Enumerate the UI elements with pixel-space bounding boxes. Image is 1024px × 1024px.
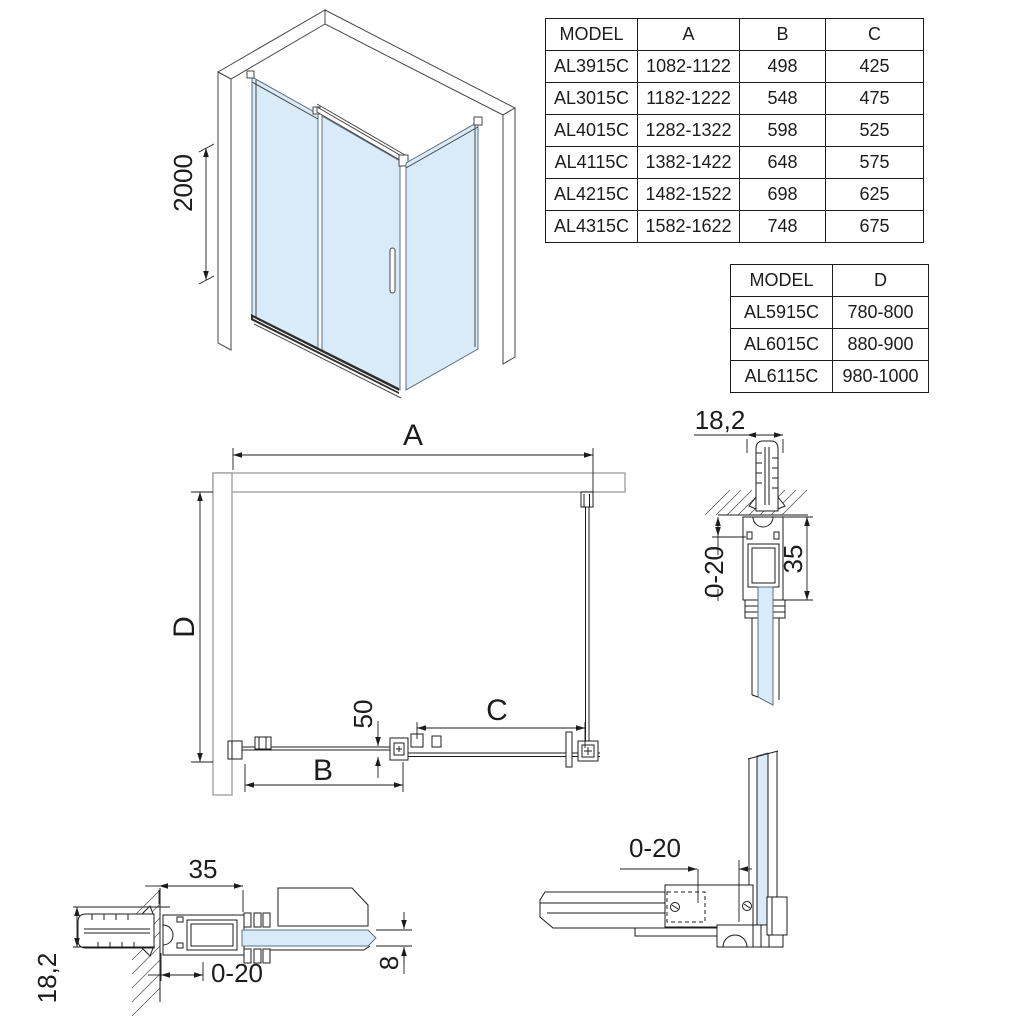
door-handle [390,248,395,293]
height-dimension-label: 2000 [168,154,198,212]
dimension-C [417,694,585,748]
dim-35-label: 35 [778,544,808,574]
table-row [731,361,929,393]
col-header-a: A [638,19,740,51]
dimension-overlap-50 [348,700,378,778]
plan-side-glass [581,492,593,758]
table-row [731,265,929,297]
dim-8-label: 8 [374,955,404,971]
dim-0-20-label: 0-20 [699,545,729,599]
isometric-shower-enclosure-drawing [130,5,540,405]
dim-c-cell: 575 [826,147,924,179]
model-spec-table [545,18,924,243]
roller-carriage [432,736,441,747]
col-header-model: MODEL [731,265,833,297]
dim-d-label: D [168,616,201,638]
model-cell: AL3915C [546,51,638,83]
dim-a-cell: 1082-1122 [638,51,740,83]
dim-c-cell: 475 [826,83,924,115]
dim-a-cell: 1382-1422 [638,147,740,179]
table-row [731,297,929,329]
dim-b-cell: 748 [740,211,826,243]
dimension-B [245,754,403,792]
dim-a-cell: 1182-1222 [638,83,740,115]
depth-spec-table [730,264,929,393]
dim-c-cell: 625 [826,179,924,211]
dim-b-label: B [312,754,334,787]
wall-bracket [247,71,254,78]
spec-table-header [546,19,924,51]
wall-mount-bracket [228,741,242,759]
model-cell: AL3015C [546,83,638,115]
glass-pane [242,930,376,950]
glass-pane [752,587,779,705]
dim-35-label: 35 [188,854,218,884]
dim-d-cell: 780-800 [833,297,929,329]
table-row [546,211,924,243]
table-row [546,51,924,83]
corner-joint-detail [535,745,865,960]
model-cell: AL4215C [546,179,638,211]
dim-b-cell: 598 [740,115,826,147]
side-glass-panel [406,117,482,390]
roller-carriage [255,737,271,749]
model-cell: AL4315C [546,211,638,243]
dim-a-label: A [402,419,424,452]
col-header-b: B [740,19,826,51]
wall-anchor-plug [78,906,154,956]
dimension-glass-thickness [374,912,412,974]
dimension-D [168,492,213,762]
wall-profile-vertical-section [650,405,930,740]
fixed-glass-panel [247,71,320,348]
table-row [546,179,924,211]
dim-c-cell: 425 [826,51,924,83]
dim-18-2-label: 18,2 [694,405,746,435]
dim-18-2-label: 18,2 [32,952,62,1004]
dim-d-cell: 880-900 [833,329,929,361]
model-cell: AL4015C [546,115,638,147]
wall-anchor-plug [749,441,785,511]
table-row [731,329,929,361]
col-header-d: D [833,265,929,297]
dimension-adjust-range [699,517,746,601]
dim-a-cell: 1582-1622 [638,211,740,243]
dim-b-cell: 498 [740,51,826,83]
wall-profile-horizontal-section [30,850,440,1020]
dim-overlap-label: 50 [348,699,378,729]
dim-c-label: C [486,694,508,727]
door-panel-profile [278,888,368,926]
dim-a-cell: 1482-1522 [638,179,740,211]
glass-clamp [767,897,787,935]
table-row [546,147,924,179]
col-header-model: MODEL [546,19,638,51]
dim-c-cell: 675 [826,211,924,243]
model-cell: AL6115C [731,361,833,393]
dimension-adjust-range [148,953,263,988]
wall-bracket [474,117,482,125]
dim-c-cell: 525 [826,115,924,147]
dim-0-20-label: 0-20 [210,958,264,988]
table-row [546,115,924,147]
model-cell: AL4115C [546,147,638,179]
dim-d-cell: 980-1000 [833,361,929,393]
dim-b-cell: 548 [740,83,826,115]
model-cell: AL5915C [731,297,833,329]
depth-table-header [731,265,929,297]
dim-b-cell: 698 [740,179,826,211]
height-dimension [168,144,214,284]
dim-a-cell: 1282-1322 [638,115,740,147]
table-row [546,19,924,51]
adjustable-bracket-plate [665,885,753,927]
col-header-c: C [826,19,924,51]
dim-b-cell: 648 [740,147,826,179]
dim-0-20-label: 0-20 [628,833,682,863]
model-cell: AL6015C [731,329,833,361]
table-row [546,83,924,115]
